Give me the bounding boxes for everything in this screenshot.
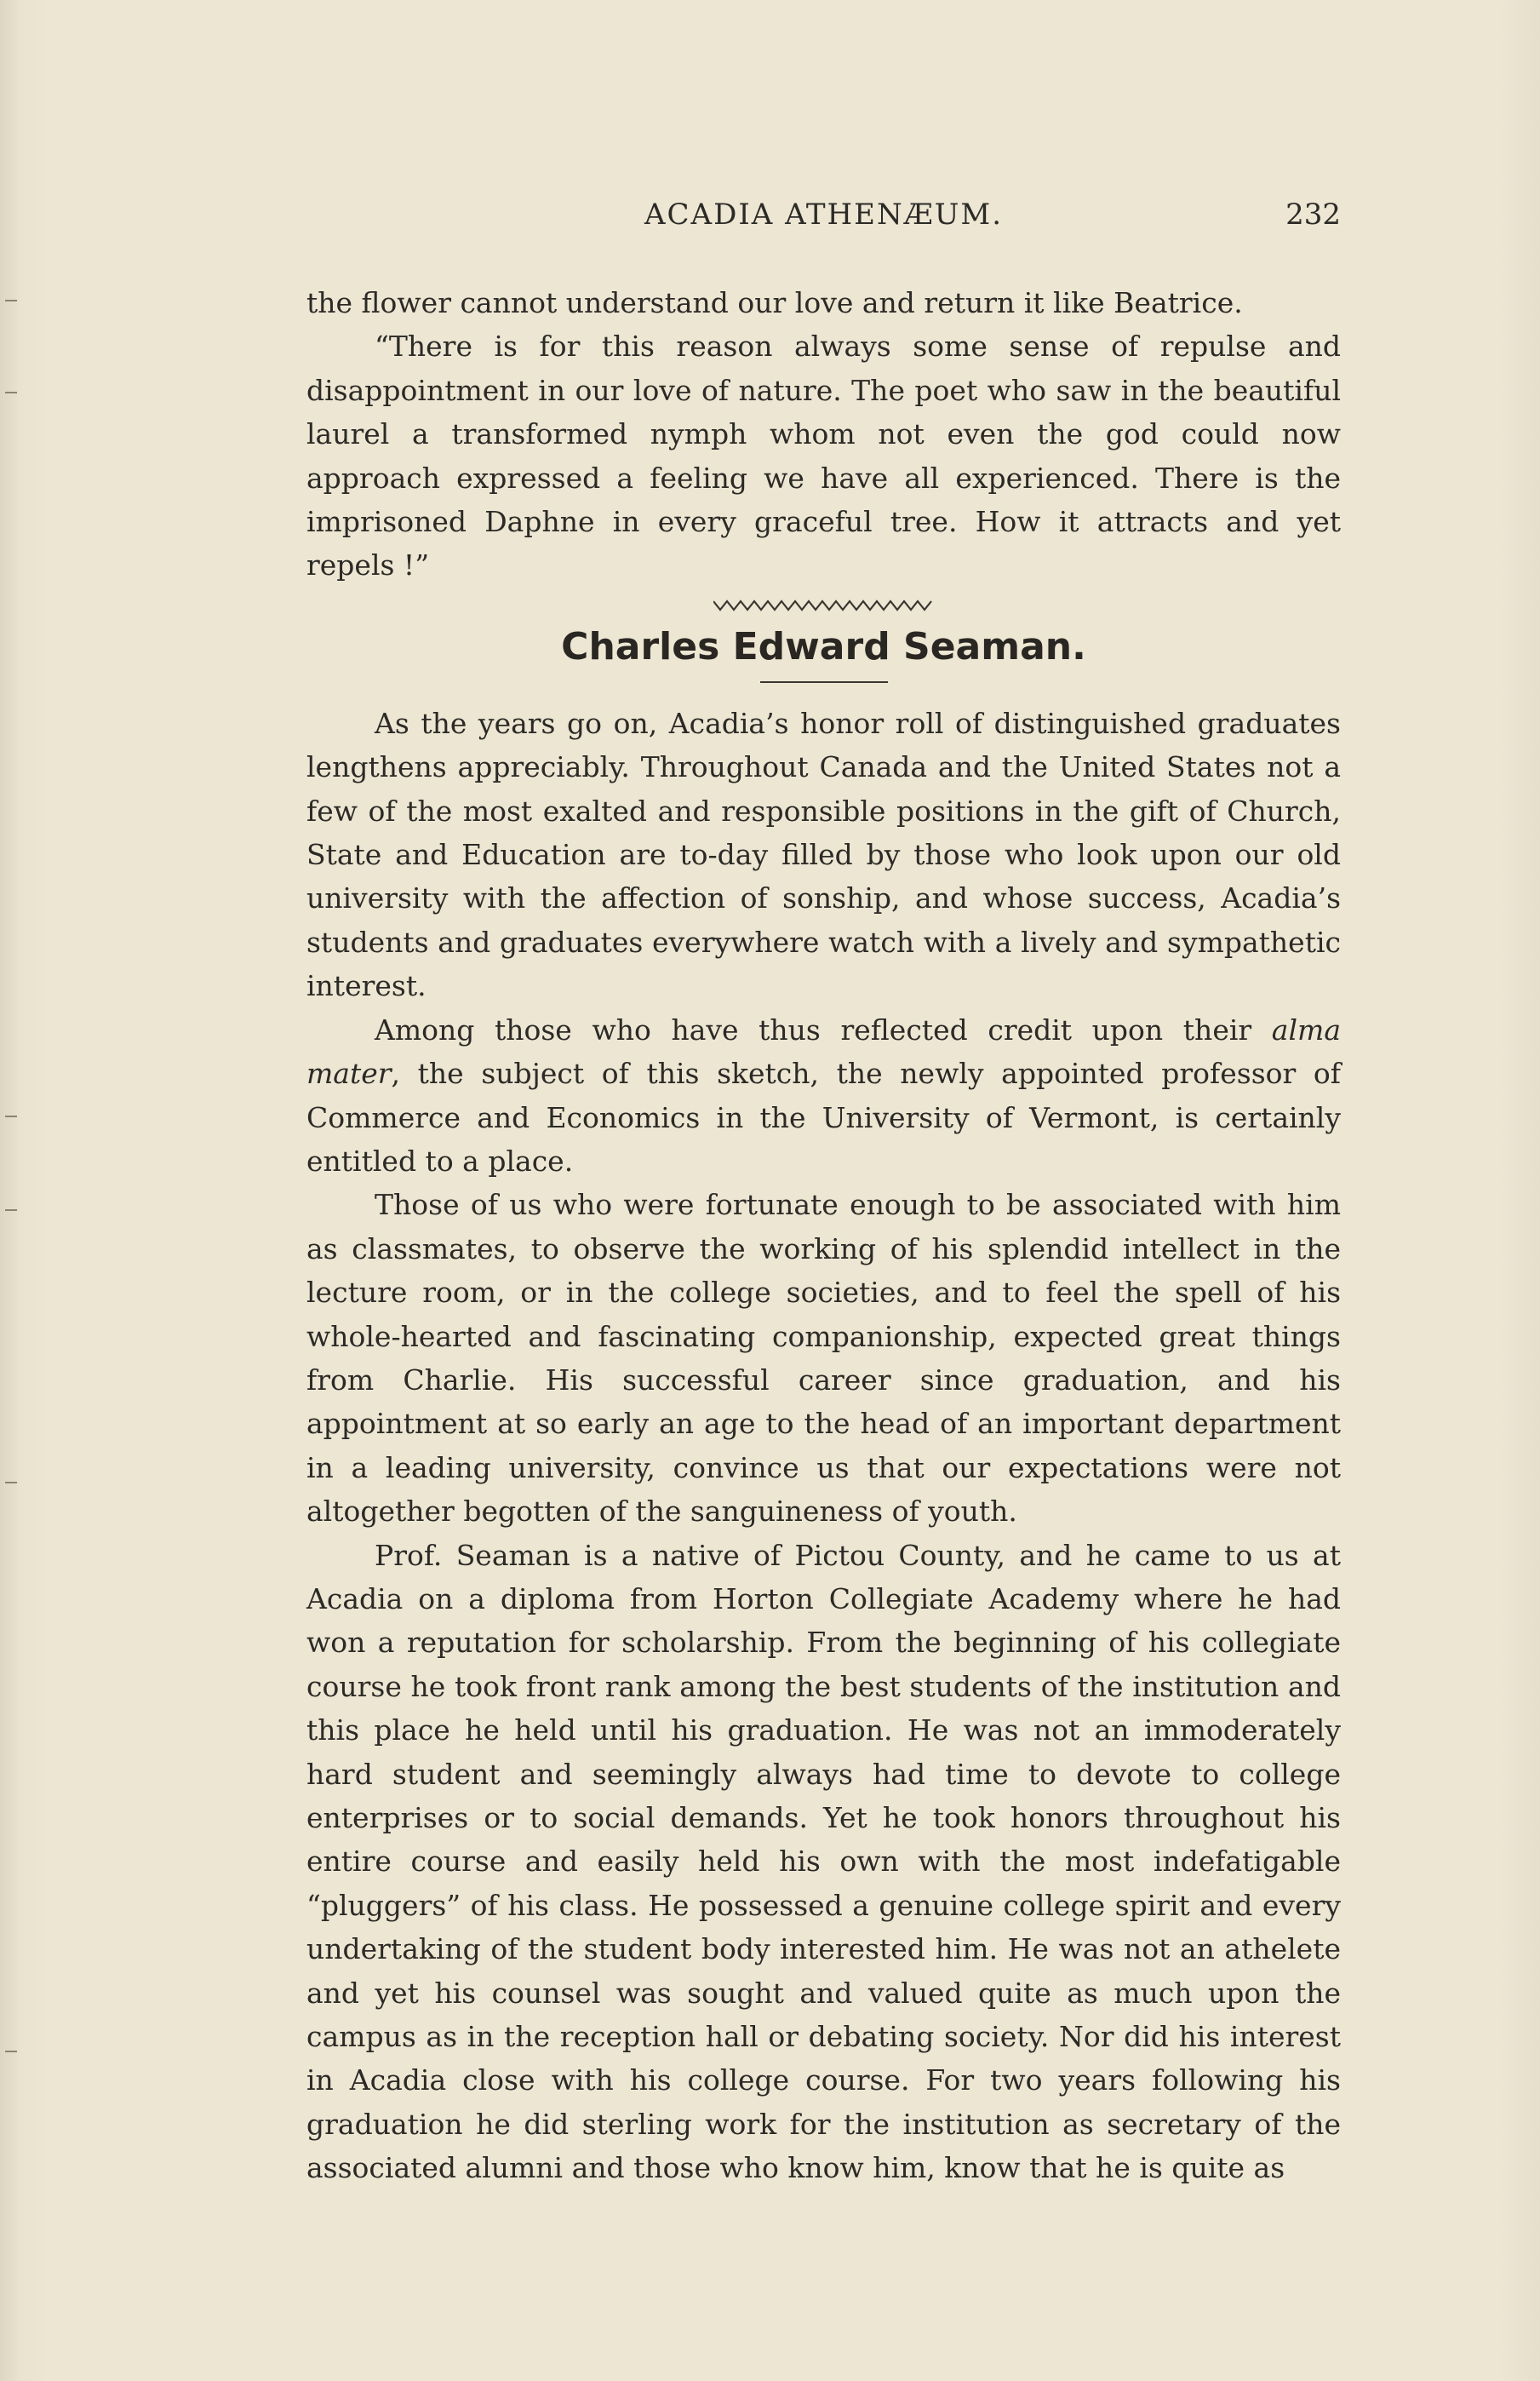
page-body xyxy=(306,281,1341,2190)
page-number: 232 xyxy=(1285,198,1341,232)
alma-mater-italic: alma mater xyxy=(306,1013,1341,1091)
article-paragraph-2 xyxy=(306,1008,1341,1184)
article-paragraph-1: As the years go on, Acadia’s honor roll of distinguished graduates lengthens appreciably. Throughout Canada and the United States not a few of the most exalted and responsible positions in the gift of Church, State and Education are to-day filled by those who look upon our old university with the affection of sonship, and whose success, Acadia’s students and graduates everywhere watch with a lively and sympathetic interest. xyxy=(306,706,1341,1003)
title-rule xyxy=(760,681,888,683)
article-paragraph-2-start: Among those who have thus reflected credit upon their xyxy=(375,1013,1272,1047)
page-header xyxy=(306,198,1341,240)
article-paragraph-4: Prof. Seaman is a native of Pictou County, and he came to us at Acadia on a diploma from Horton Collegiate Academy where he had won a reputation for scholarship. From the beginning of his collegiate course he took front rank among the best students of the institution and this place he held until his graduation. He was not an immoderately hard student and seemingly always had time to devote to college enterprises or to social demands. Yet he took honors throughout his entire course and easily held his own with the most indefatigable “pluggers” of his class. He possessed a genuine college spirit and every undertaking of the student body interested him. He was not an athelete and yet his counsel was sought and valued quite as much upon the campus as in the reception hall or debating society. Nor did his interest in Acadia close with his college course. For two years following his graduation he did sterling work for the institution as secretary of the associated alumni and those who know him, know that he is quite as xyxy=(306,1538,1341,2185)
intro-paragraph-1: the flower cannot understand our love and return it like Beatrice. xyxy=(306,286,1243,319)
running-title: ACADIA ATHENÆUM. xyxy=(644,198,1004,232)
article-title: Charles Edward Seaman. xyxy=(561,624,1086,668)
article-paragraph-2-end: , the subject of this sketch, the newly appointed professor of Commerce and Economics in the University of Vermont, is certainly entitled to a place. xyxy=(306,1057,1341,1178)
ornamental-divider xyxy=(713,596,935,615)
article-paragraph-3: Those of us who were fortunate enough to be associated with him as classmates, to observe the working of his splendid intellect in the lecture room, or in the college societies, and to feel the spell of his whole-hearted and fascinating companionship, expected great things from Charlie. His successful career since graduation, and his appointment at so early an age to the head of an important department in a leading university, convince us that our expectations were not altogether begotten of the sanguineness of youth. xyxy=(306,1188,1341,1529)
intro-paragraph-2: “There is for this reason always some sense of repulse and disappointment in our love of nature. The poet who saw in the beautiful laurel a transformed nymph whom not even the god could now approach expressed a feeling we have all experienced. There is the imprisoned Daphne in every graceful tree. How it attracts and yet repels !” xyxy=(306,330,1341,582)
